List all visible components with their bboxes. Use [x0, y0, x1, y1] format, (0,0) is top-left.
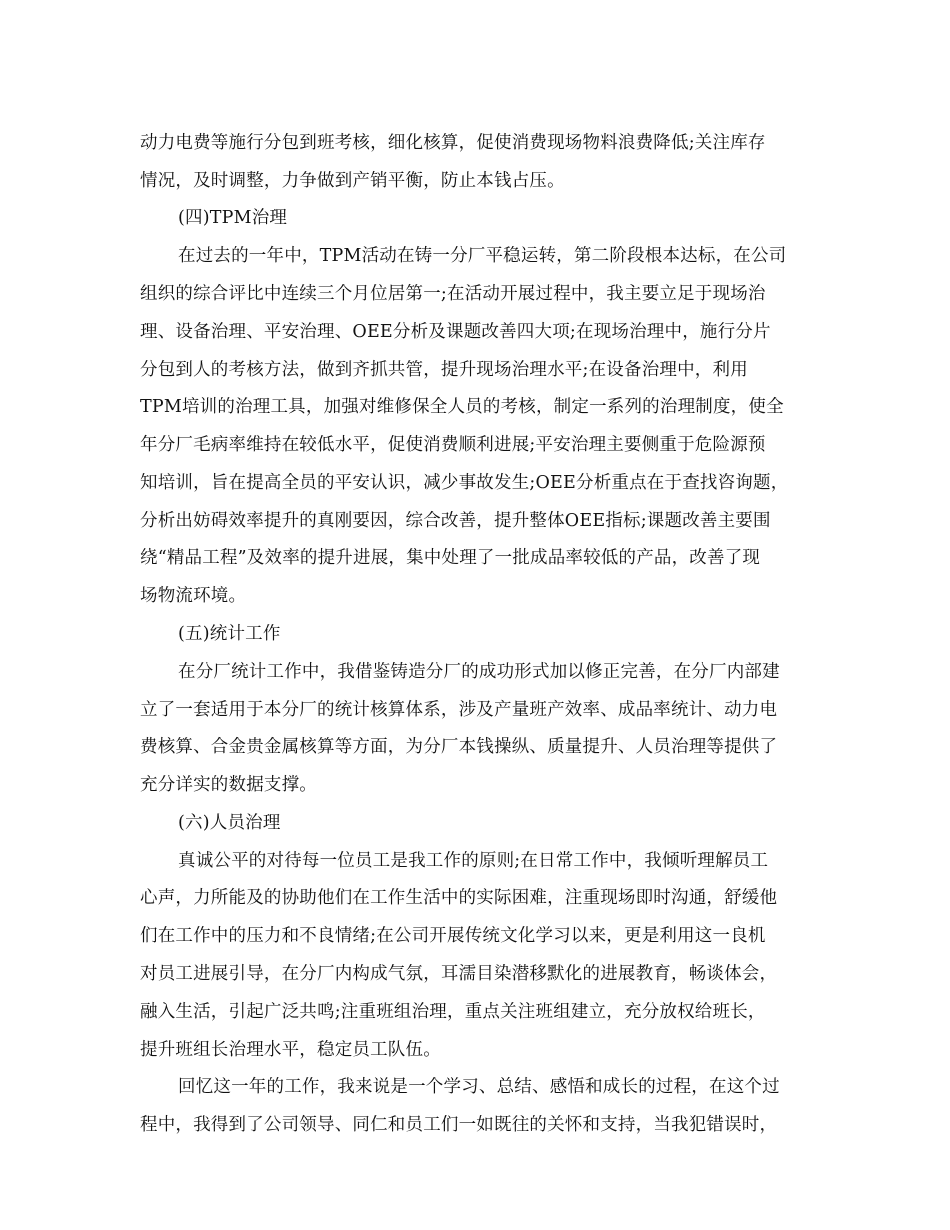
paragraph-line: 心声，力所能及的协助他们在工作生活中的实际困难，注重现场即时沟通，舒缓他: [140, 888, 778, 908]
section-heading: (六)人员治理: [178, 813, 281, 833]
paragraph-line: 绕“精品工程”及效率的提升进展，集中处理了一批成品率较低的产品，改善了现: [140, 548, 761, 568]
paragraph-line: 理、设备治理、平安治理、OEE分析及课题改善四大项;在现场治理中，施行分片: [140, 322, 771, 342]
paragraph-line: 分析出妨碍效率提升的真刚要因，综合改善，提升整体OEE指标;课题改善主要围: [140, 511, 771, 531]
paragraph-line: 程中，我得到了公司领导、同仁和员工们一如既往的关怀和支持，当我犯错误时，: [140, 1115, 778, 1135]
paragraph-line: 们在工作中的压力和不良情绪;在公司开展传统文化学习以来，更是利用这一良机: [140, 926, 766, 946]
paragraph-line: 在分厂统计工作中，我借鉴铸造分厂的成功形式加以修正完善，在分厂内部建: [178, 662, 780, 682]
paragraph-line: 动力电费等施行分包到班考核，细化核算，促使消费现场物料浪费降低;关注库存: [140, 133, 766, 153]
paragraph-line: 提升班组长治理水平，稳定员工队伍。: [140, 1040, 441, 1060]
paragraph-line: 立了一套适用于本分厂的统计核算体系，涉及产量班产效率、成品率统计、动力电: [140, 700, 778, 720]
paragraph-line: 知培训，旨在提高全员的平安认识，减少事故发生;OEE分析重点在于查找咨询题，: [140, 473, 789, 493]
paragraph-line: 费核算、合金贵金属核算等方面，为分厂本钱操纵、质量提升、人员治理等提供了: [140, 737, 778, 757]
paragraph-line: TPM培训的治理工具，加强对维修保全人员的考核，制定一系列的治理制度，使全: [140, 397, 784, 417]
paragraph-line: 融入生活，引起广泛共鸣;注重班组治理，重点关注班组建立，充分放权给班长，: [140, 1002, 766, 1022]
section-heading: (五)统计工作: [178, 624, 281, 644]
section-heading: (四)TPM治理: [178, 208, 288, 228]
paragraph-line: 对员工进展引导，在分厂内构成气氛，耳濡目染潜移默化的进展教育，畅谈体会，: [140, 964, 778, 984]
paragraph-line: 情况，及时调整，力争做到产销平衡，防止本钱占压。: [140, 171, 565, 191]
paragraph-line: 组织的综合评比中连续三个月位居第一;在活动开展过程中，我主要立足于现场治: [140, 284, 766, 304]
paragraph-line: 分包到人的考核方法，做到齐抓共管，提升现场治理水平;在设备治理中，利用: [140, 360, 748, 380]
paragraph-line: 回忆这一年的工作，我来说是一个学习、总结、感悟和成长的过程，在这个过: [178, 1077, 780, 1097]
paragraph-line: 充分详实的数据支撑。: [140, 775, 317, 795]
paragraph-line: 真诚公平的对待每一位员工是我工作的原则;在日常工作中，我倾听理解员工: [178, 851, 769, 871]
paragraph-line: 年分厂毛病率维持在较低水平，促使消费顺利进展;平安治理主要侧重于危险源预: [140, 435, 766, 455]
paragraph-line: 在过去的一年中，TPM活动在铸一分厂平稳运转，第二阶段根本达标，在公司: [178, 246, 787, 266]
paragraph-line: 场物流环境。: [140, 586, 247, 606]
